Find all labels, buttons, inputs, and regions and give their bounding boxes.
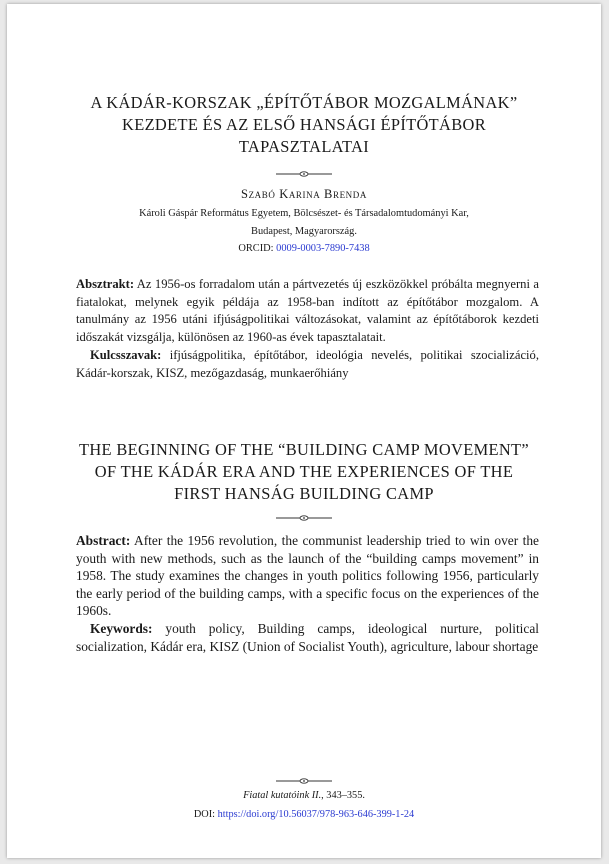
hu-keywords-text: ifjúságpolitika, építőtábor, ideológia nevelés, politikai szocializáció, Kádár-korszak, KISZ, mezőgazdaság, munkaerőhiány: [76, 347, 539, 380]
en-abstract-block: [76, 532, 539, 655]
hu-abstract-text: Az 1956-os forradalom után a pártvezetés új eszközökkel próbálta megnyerni a fiatalokat, melynek egyik példája az 1958-ban indított az építőtábor mozgalom. A tanulmány az 1956 utáni ifjúságpolitikai változásokat, valamint az építőtáborok kezdeti időszakát vizsgálja, különösen az 1960-as évek tapasztalatait.: [76, 277, 539, 345]
doi-line: [67, 805, 541, 824]
en-keywords: [76, 620, 539, 655]
hu-keywords: [76, 347, 539, 382]
orcid-link[interactable]: 0009-0003-7890-7438: [276, 243, 370, 255]
hu-keywords-label: Kulcsszavak:: [90, 347, 162, 362]
en-keywords-label: Keywords:: [90, 620, 153, 636]
citation-pages: , 343–355.: [321, 790, 365, 801]
hu-abstract-label: Absztrakt:: [76, 277, 135, 291]
hu-abstract-block: [76, 276, 539, 382]
en-title-ornament-divider: [274, 514, 334, 522]
page-footer: [67, 786, 541, 824]
affiliation-line-1: Károli Gáspár Református Egyetem, Bölcsészet- és Társadalomtudományi Kar,: [139, 208, 469, 219]
hu-title-line-3: TAPASZTALATAI: [238, 137, 370, 156]
affiliation-line-2: Budapest, Magyarország.: [251, 225, 357, 237]
doi-label: DOI:: [193, 809, 218, 820]
title-ornament-divider: [274, 170, 334, 178]
journal-title: Fiatal kutatóink II.: [243, 790, 322, 801]
en-keywords-text: youth policy, Building camps, ideological nurture, political socialization, Kádár era, KISZ (Union of Socialist Youth), agriculture, labour shortage: [76, 620, 539, 654]
hu-title-line-2: KEZDETE ÉS AZ ELSŐ HANSÁGI ÉPÍTŐTÁBOR: [122, 115, 486, 134]
en-title-line-3: FIRST HANSÁG BUILDING CAMP: [174, 484, 434, 503]
en-abstract-text: After the 1956 revolution, the communist leadership tried to win over the youth with new methods, such as the launch of the “building camps movement” in 1958. The study examines the changes in youth politics following 1956, particularly the early period of the building camps, with a specific focus on the experiences of the 1960s.: [76, 533, 539, 619]
hu-abstract: [76, 276, 539, 347]
en-title-line-1: THE BEGINNING OF THE “BUILDING CAMP MOVEMENT”: [78, 440, 530, 459]
citation-line: [67, 786, 541, 805]
en-title: [67, 439, 541, 505]
author-name: Szabó Karina Brenda: [241, 187, 367, 201]
en-abstract: [76, 532, 539, 620]
paper-page: [7, 4, 601, 858]
author-affiliation: [67, 205, 541, 258]
en-title-line-2: OF THE KÁDÁR ERA AND THE EXPERIENCES OF THE: [94, 462, 514, 481]
hu-title: [67, 92, 541, 158]
en-abstract-label: Abstract:: [76, 533, 131, 548]
doi-link[interactable]: https://doi.org/10.56037/978-963-646-399-1-24: [217, 809, 415, 820]
footer-ornament-divider: [274, 777, 334, 785]
hu-title-line-1: A KÁDÁR-KORSZAK „ÉPÍTŐTÁBOR MOZGALMÁNAK”: [90, 93, 518, 112]
orcid-label: ORCID:: [238, 243, 277, 255]
orcid-line: [67, 240, 541, 258]
